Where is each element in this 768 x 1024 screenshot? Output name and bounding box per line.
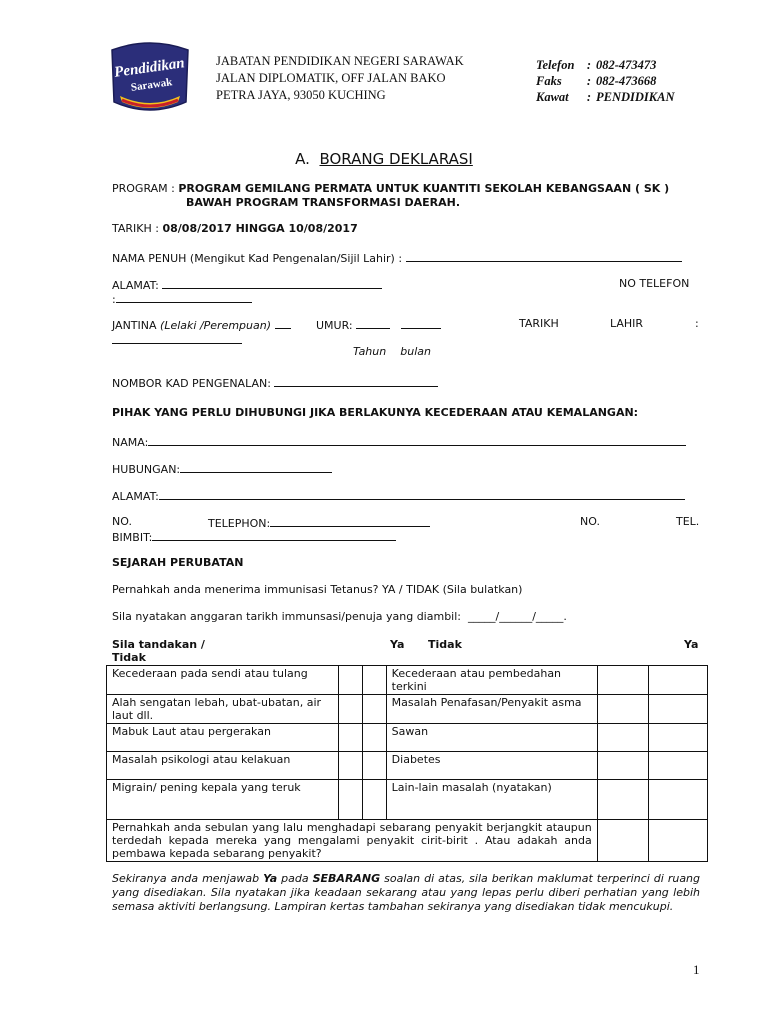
emergency-no-label: NO.: [112, 515, 132, 528]
birth-date-field[interactable]: [112, 332, 242, 344]
address-row: ALAMAT:: [112, 277, 382, 292]
relationship-row: HUBUNGAN:: [112, 461, 332, 476]
checkbox-tidak[interactable]: [648, 666, 707, 695]
tetanus-date-field[interactable]: _____/______/_____.: [468, 610, 567, 623]
checkbox-tidak[interactable]: [648, 695, 707, 724]
emergency-name-field[interactable]: [148, 434, 686, 446]
checkbox-ya[interactable]: [597, 724, 648, 752]
ic-field[interactable]: [274, 375, 438, 387]
mobile-no-label: NO.: [580, 515, 600, 528]
form-title: A. BORANG DEKLARASI: [295, 150, 473, 168]
logo-text-line2: Sarawak: [130, 76, 173, 94]
mobile-row: BIMBIT:: [112, 529, 396, 544]
checkbox-ya[interactable]: [597, 820, 648, 862]
date-row: TARIKH : 08/08/2017 HINGGA 10/08/2017: [112, 222, 358, 235]
emergency-phone-row: TELEPHON:: [208, 515, 430, 530]
tetanus-question: Pernahkah anda menerima immunisasi Tetanus? YA / TIDAK (Sila bulatkan): [112, 583, 523, 596]
birth-date-row: [112, 332, 242, 347]
mobile-tel-label: TEL.: [676, 515, 700, 528]
table-row: [107, 695, 708, 724]
checkbox-ya[interactable]: [597, 780, 648, 820]
emergency-phone-field[interactable]: [270, 515, 430, 527]
medical-history-table: [106, 665, 708, 862]
checkbox-tidak[interactable]: [648, 724, 707, 752]
table-row: [107, 752, 708, 780]
table-head-tidak-left: Tidak: [112, 651, 146, 664]
checkbox-tidak[interactable]: [362, 724, 386, 752]
checkbox-tidak[interactable]: [362, 752, 386, 780]
full-name-row: NAMA PENUH (Mengikut Kad Pengenalan/Sijil Lahir) :: [112, 250, 682, 265]
mobile-field[interactable]: [152, 529, 396, 541]
condition-right: Sawan: [386, 724, 597, 752]
phone-label: NO TELEFON: [619, 277, 690, 290]
table-row: [107, 666, 708, 695]
checkbox-ya[interactable]: [597, 752, 648, 780]
table-row: [107, 820, 708, 862]
emergency-name-row: NAMA:: [112, 434, 686, 449]
program-line-1: PROGRAM : PROGRAM GEMILANG PERMATA UNTUK KUANTITI SEKOLAH KEBANGSAAN ( SK ): [112, 182, 670, 195]
condition-right: Kecederaan atau pembedahan terkini: [386, 666, 597, 695]
org-line-2: JALAN DIPLOMATIK, OFF JALAN BAKO: [216, 71, 446, 85]
condition-left: Alah sengatan lebah, ubat-ubatan, air laut dll.: [107, 695, 339, 724]
checkbox-ya[interactable]: [338, 666, 362, 695]
condition-left: Masalah psikologi atau kelakuan: [107, 752, 339, 780]
gender-row: JANTINA (Lelaki /Perempuan): [112, 317, 291, 332]
phone-field[interactable]: [116, 291, 252, 303]
program-line-2: BAWAH PROGRAM TRANSFORMASI DAERAH.: [186, 196, 461, 209]
birth-date-label-lahir: LAHIR: [610, 317, 644, 330]
checkbox-ya[interactable]: [338, 695, 362, 724]
table-head-ya-left: Ya: [390, 638, 405, 651]
checkbox-tidak[interactable]: [362, 666, 386, 695]
org-line-3: PETRA JAYA, 93050 KUCHING: [216, 88, 386, 102]
emergency-address-row: ALAMAT:: [112, 488, 685, 503]
birth-date-colon: :: [695, 317, 699, 330]
condition-right: Masalah Penafasan/Penyakit asma: [386, 695, 597, 724]
contact-kawat: Kawat : PENDIDIKAN: [536, 90, 675, 104]
relationship-field[interactable]: [180, 461, 332, 473]
instruction-note: Sekiranya anda menjawab Ya pada SEBARANG soalan di atas, sila berikan maklumat terperinci di ruang yang disediakan. Sila nyatakan jika keadaan sekarang atau yang lepas perlu diberi perhatian yang lebih semasa aktiviti berlangsung. Lampiran kertas tambahan sekiranya yang disediakan tidak mencukupi.: [112, 872, 701, 913]
infectious-disease-question: Pernahkah anda sebulan yang lalu menghadapi sebarang penyakit berjangkit ataupun terdedah kepada mereka yang mengalami penyakit cirit-birit . Atau adakah anda pembawa kepada sebarang penyakit?: [107, 820, 598, 862]
checkbox-ya[interactable]: [338, 724, 362, 752]
contact-telefon: Telefon : 082-473473: [536, 58, 657, 72]
condition-right: Lain-lain masalah (nyatakan): [386, 780, 597, 820]
contact-faks: Faks : 082-473668: [536, 74, 657, 88]
checkbox-tidak[interactable]: [648, 780, 707, 820]
table-head-tidak-right: Tidak: [428, 638, 462, 651]
gender-field[interactable]: [275, 317, 291, 329]
pendidikan-sarawak-logo: [106, 40, 194, 116]
checkbox-tidak[interactable]: [648, 752, 707, 780]
table-head-ya-right: Ya: [684, 638, 699, 651]
page-number: 1: [693, 962, 700, 977]
tetanus-date-row: Sila nyatakan anggaran tarikh immunsasi/penuja yang diambil: _____/______/_____.: [112, 610, 567, 623]
checkbox-ya[interactable]: [597, 695, 648, 724]
checkbox-tidak[interactable]: [362, 780, 386, 820]
checkbox-tidak[interactable]: [362, 695, 386, 724]
checkbox-ya[interactable]: [338, 752, 362, 780]
full-name-field[interactable]: [406, 250, 682, 262]
checkbox-tidak[interactable]: [648, 820, 707, 862]
medical-heading: SEJARAH PERUBATAN: [112, 556, 244, 569]
header-contacts: [536, 57, 675, 105]
ic-row: NOMBOR KAD PENGENALAN:: [112, 375, 438, 390]
condition-left: Kecederaan pada sendi atau tulang: [107, 666, 339, 695]
table-row: [107, 780, 708, 820]
age-months-field[interactable]: [401, 317, 441, 329]
org-line-1: JABATAN PENDIDIKAN NEGERI SARAWAK: [216, 54, 464, 68]
age-sublabels: Tahun bulan: [353, 345, 431, 358]
table-row: [107, 724, 708, 752]
header-organization: [216, 53, 464, 104]
age-row: UMUR:: [316, 317, 441, 332]
phone-row: :: [112, 291, 252, 306]
condition-right: Diabetes: [386, 752, 597, 780]
condition-left: Mabuk Laut atau pergerakan: [107, 724, 339, 752]
table-head-instruction: Sila tandakan /: [112, 638, 205, 651]
age-years-field[interactable]: [356, 317, 390, 329]
condition-left: Migrain/ pening kepala yang teruk: [107, 780, 339, 820]
birth-date-label-tarikh: TARIKH: [519, 317, 559, 330]
address-field[interactable]: [162, 277, 382, 289]
emergency-address-field[interactable]: [159, 488, 685, 500]
checkbox-ya[interactable]: [597, 666, 648, 695]
logo-text-line1: Pendidikan: [113, 55, 186, 81]
checkbox-ya[interactable]: [338, 780, 362, 820]
emergency-heading: PIHAK YANG PERLU DIHUBUNGI JIKA BERLAKUNYA KECEDERAAN ATAU KEMALANGAN:: [112, 406, 639, 419]
